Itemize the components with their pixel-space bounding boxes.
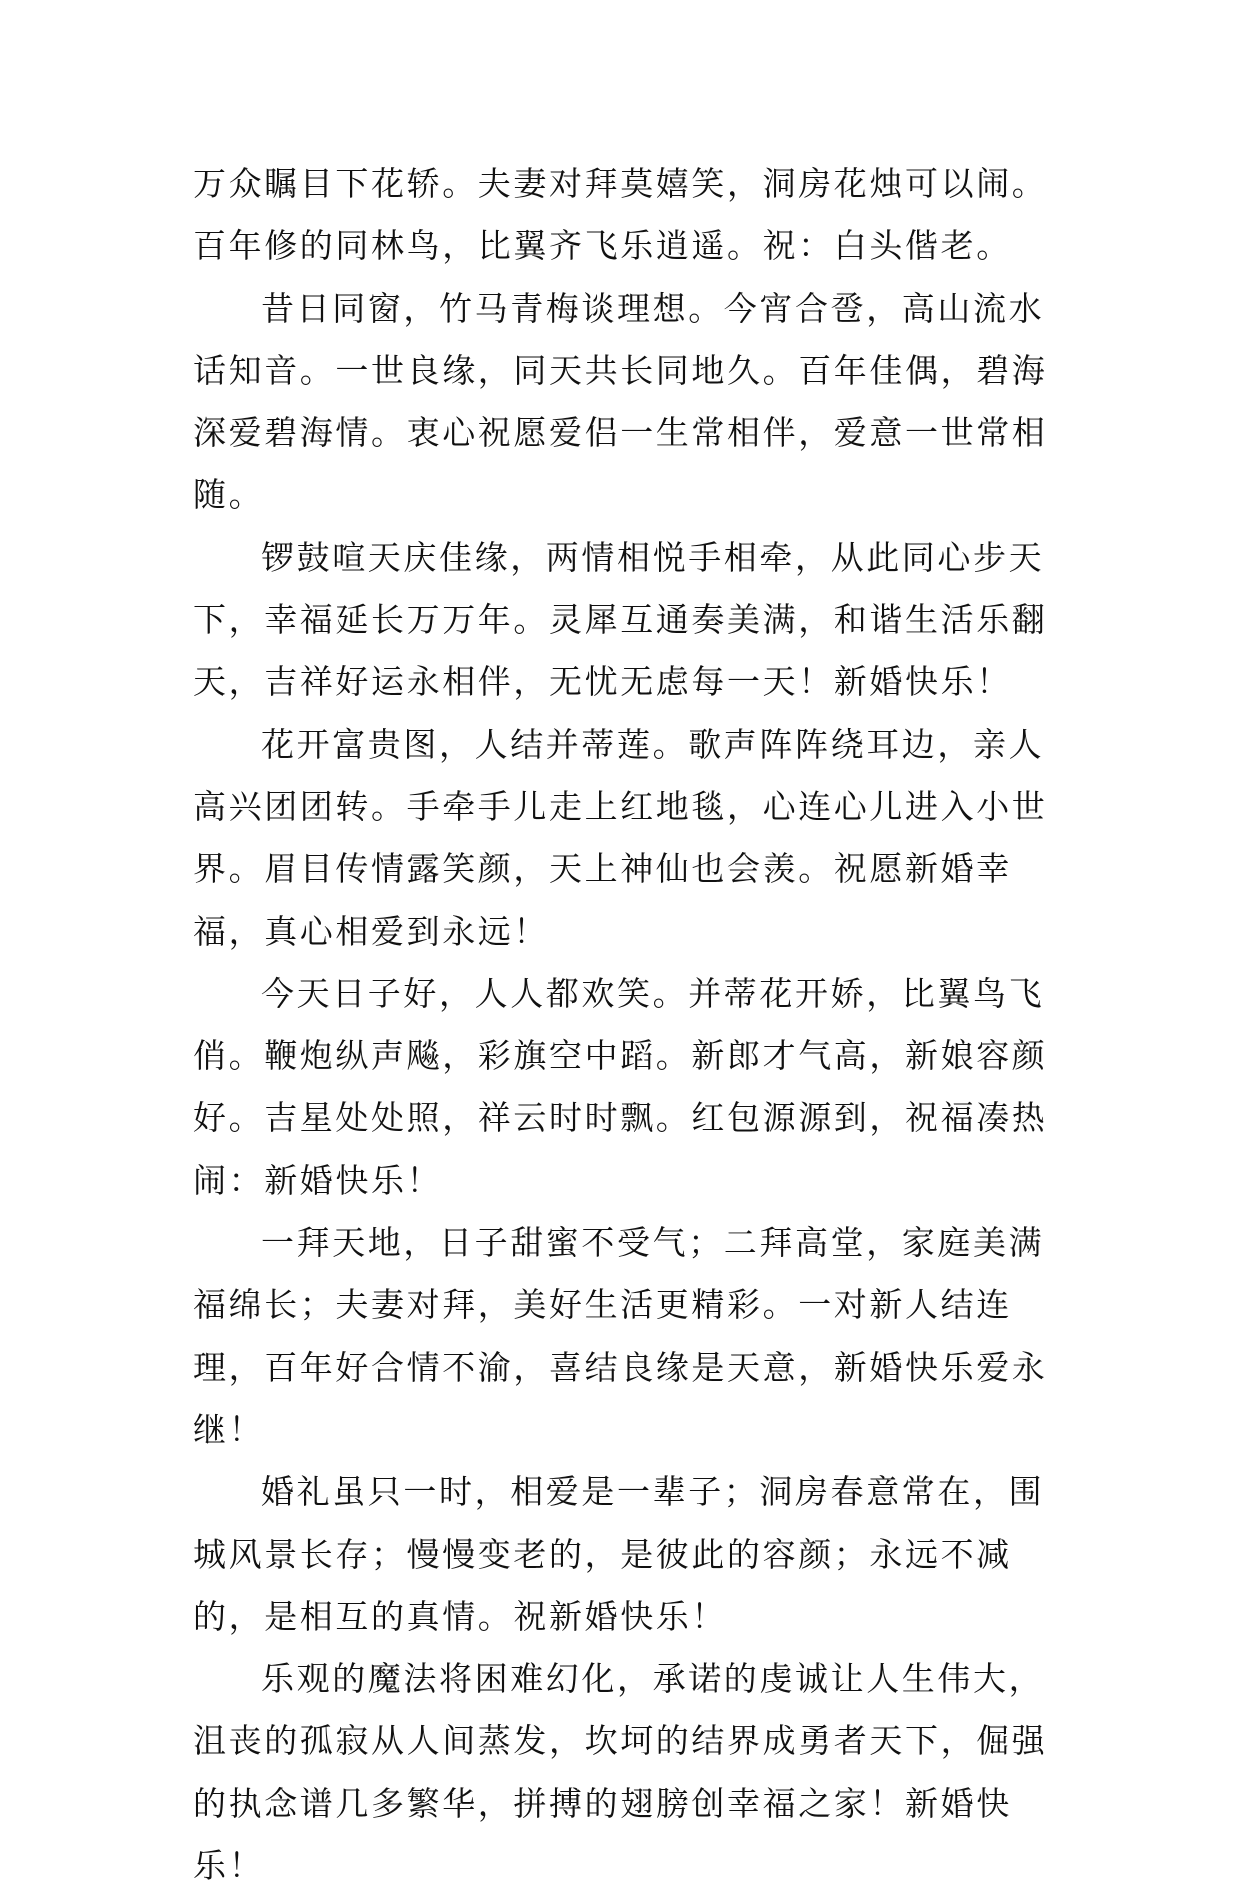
- paragraph-8: 乐观的魔法将困难幻化，承诺的虔诚让人生伟大，沮丧的孤寂从人间蒸发，坎坷的结界成勇者天下，倔强的执念谱几多繁华，拼搏的翅膀创幸福之家！新婚快乐！: [193, 1659, 1048, 1886]
- paragraph-2: 昔日同窗，竹马青梅谈理想。今宵合卺，高山流水话知音。一世良缘，同天共长同地久。百年佳偶，碧海深爱碧海情。衷心祝愿爱侣一生常相伴，爱意一世常相随。: [193, 288, 1048, 515]
- paragraph-5: 今天日子好，人人都欢笑。并蒂花开娇，比翼鸟飞俏。鞭炮纵声飚，彩旗空中蹈。新郎才气高，新娘容颜好。吉星处处照，祥云时时飘。红包源源到，祝福凑热闹：新婚快乐！: [193, 973, 1048, 1200]
- paragraph-7: 婚礼虽只一时，相爱是一辈子；洞房春意常在，围城风景长存；慢慢变老的，是彼此的容颜；永远不减的，是相互的真情。祝新婚快乐！: [193, 1472, 1045, 1636]
- paragraph-6: 一拜天地，日子甜蜜不受气；二拜高堂，家庭美满福绵长；夫妻对拜，美好生活更精彩。一对新人结连理，百年好合情不渝，喜结良缘是天意，新婚快乐爱永继！: [193, 1223, 1048, 1449]
- paragraph-4: 花开富贵图，人结并蒂莲。歌声阵阵绕耳边，亲人高兴团团转。手牵手儿走上红地毯，心连心儿进入小世界。眉目传情露笑颜，天上神仙也会羡。祝愿新婚幸福，真心相爱到永远！: [193, 724, 1048, 951]
- paragraph-1: 万众瞩目下花轿。夫妻对拜莫嬉笑，洞房花烛可以闹。百年修的同林鸟，比翼齐飞乐逍遥。祝：白头偕老。: [193, 164, 1048, 266]
- paragraph-3: 锣鼓喧天庆佳缘，两情相悦手相牵，从此同心步天下，幸福延长万万年。灵犀互通奏美满，和谐生活乐翻天，吉祥好运永相伴，无忧无虑每一天！新婚快乐！: [193, 537, 1048, 702]
- document-body: [193, 153, 1073, 1897]
